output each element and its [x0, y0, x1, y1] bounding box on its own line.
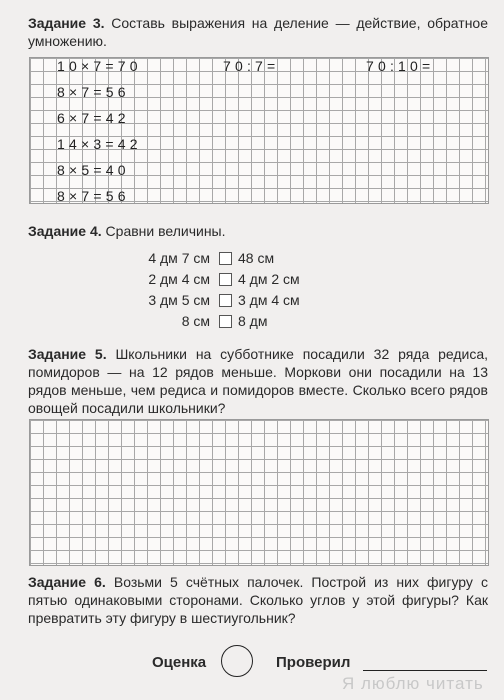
task3-expression: 6×7=42 [57, 110, 130, 126]
task3-expression: 8×7=56 [57, 84, 130, 100]
task3-paragraph [28, 14, 488, 50]
compare-left-value: 4 дм 7 см [148, 250, 210, 266]
task4-text: Сравни величины. [105, 223, 226, 239]
task6-text: Возьми 5 счётных палочек. Построй из них фигуру с пятью одинаковыми сторонами. Сколько углов у этой фигуры? Как превратить эту фигуру в шестиугольник? [28, 574, 488, 626]
task3-grid[interactable] [29, 57, 489, 204]
task3-division-start: 70:7= [223, 58, 280, 74]
task6-paragraph [28, 573, 488, 627]
task3-division-start: 70:10= [366, 58, 435, 74]
compare-sign-box[interactable] [219, 294, 232, 307]
task4-paragraph [28, 222, 488, 240]
compare-right-value: 48 см [238, 250, 275, 266]
task5-text: Школьники на субботнике посадили 32 ряда редиса, помидоров — на 12 рядов меньше. Моркови они посадили на 13 рядов меньше, чем редиса и помидоров вместе. Сколько всего рядов овощей посадили школьники? [28, 346, 488, 416]
compare-sign-box[interactable] [219, 273, 232, 286]
compare-left-value: 2 дм 4 см [148, 271, 210, 287]
compare-right-value: 4 дм 2 см [238, 271, 300, 287]
task3-expression: 8×7=56 [57, 188, 130, 204]
compare-left-value: 3 дм 5 см [148, 292, 210, 308]
task3-text: Составь выражения на деление — действие, обратное умножению. [28, 15, 488, 49]
task5-answer-grid[interactable] [29, 419, 489, 566]
compare-left-value: 8 см [181, 313, 210, 329]
watermark-text: Я люблю читать [342, 674, 484, 693]
compare-sign-box[interactable] [219, 252, 232, 265]
task5-paragraph [28, 345, 488, 417]
grade-label: Оценка [152, 654, 207, 671]
task5-title: Задание 5. [28, 346, 107, 362]
compare-sign-box[interactable] [219, 315, 232, 328]
grade-circle[interactable] [221, 645, 253, 677]
task6-title: Задание 6. [28, 574, 106, 590]
task3-expression: 14×3=42 [57, 136, 142, 152]
compare-right-value: 3 дм 4 см [238, 292, 300, 308]
task3-expression: 10×7=70 [57, 58, 142, 74]
task3-title: Задание 3. [28, 15, 105, 31]
task4-title: Задание 4. [28, 223, 102, 239]
checked-label: Проверил [276, 654, 351, 671]
task3-expression: 8×5=40 [57, 162, 130, 178]
compare-right-value: 8 дм [238, 313, 268, 329]
signature-line[interactable] [363, 670, 487, 671]
